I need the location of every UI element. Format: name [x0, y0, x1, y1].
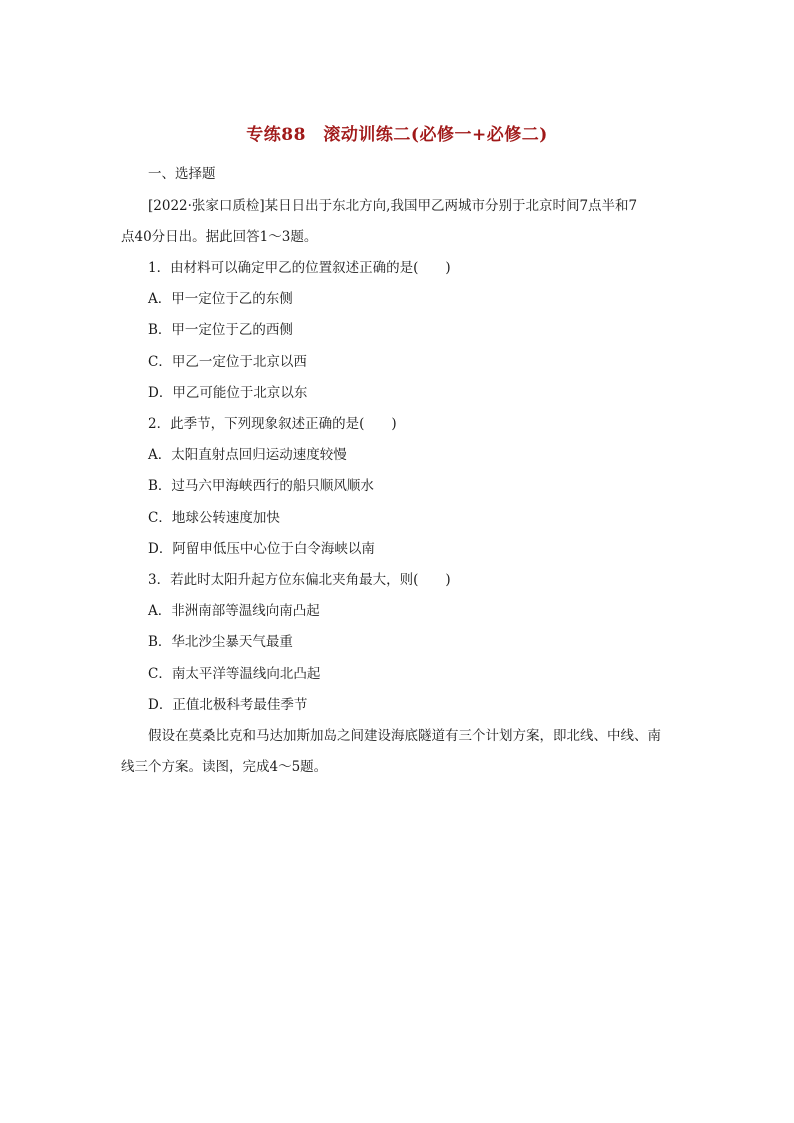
- question-2-option-c: C．地球公转速度加快: [148, 510, 280, 526]
- question-3-option-b: B．华北沙尘暴天气最重: [148, 634, 293, 650]
- question-3-option-c: C．南太平洋等温线向北凸起: [148, 666, 321, 682]
- passage2-line2: 线三个方案。读图，完成4～5题。: [121, 759, 328, 775]
- question-2-option-b: B．过马六甲海峡西行的船只顺风顺水: [148, 478, 374, 494]
- section-heading: 一、选择题: [148, 166, 216, 182]
- passage1-line1: [2022·张家口质检]某日日出于东北方向,我国甲乙两城市分别于北京时间7点半和7: [148, 198, 638, 214]
- question-2-stem: 2．此季节，下列现象叙述正确的是( ): [148, 416, 397, 432]
- question-2-option-a: A．太阳直射点回归运动速度较慢: [148, 447, 347, 463]
- question-2-option-d: D．阿留申低压中心位于白令海峡以南: [148, 541, 375, 557]
- question-1-option-b: B．甲一定位于乙的西侧: [148, 322, 293, 338]
- question-3-stem: 3．若此时太阳升起方位东偏北夹角最大，则( ): [148, 572, 451, 588]
- page-title: 专练88 滚动训练二(必修一+必修二): [246, 125, 548, 145]
- question-1-stem: 1．由材料可以确定甲乙的位置叙述正确的是( ): [148, 260, 451, 276]
- question-1-option-c: C．甲乙一定位于北京以西: [148, 354, 307, 370]
- passage2-line1: 假设在莫桑比克和马达加斯加岛之间建设海底隧道有三个计划方案，即北线、中线、南: [148, 728, 661, 744]
- question-1-option-a: A．甲一定位于乙的东侧: [148, 291, 293, 307]
- question-3-option-d: D．正值北极科考最佳季节: [148, 697, 308, 713]
- passage1-line2: 点40分日出。据此回答1～3题。: [121, 229, 318, 245]
- question-3-option-a: A．非洲南部等温线向南凸起: [148, 603, 320, 619]
- question-1-option-d: D．甲乙可能位于北京以东: [148, 385, 308, 401]
